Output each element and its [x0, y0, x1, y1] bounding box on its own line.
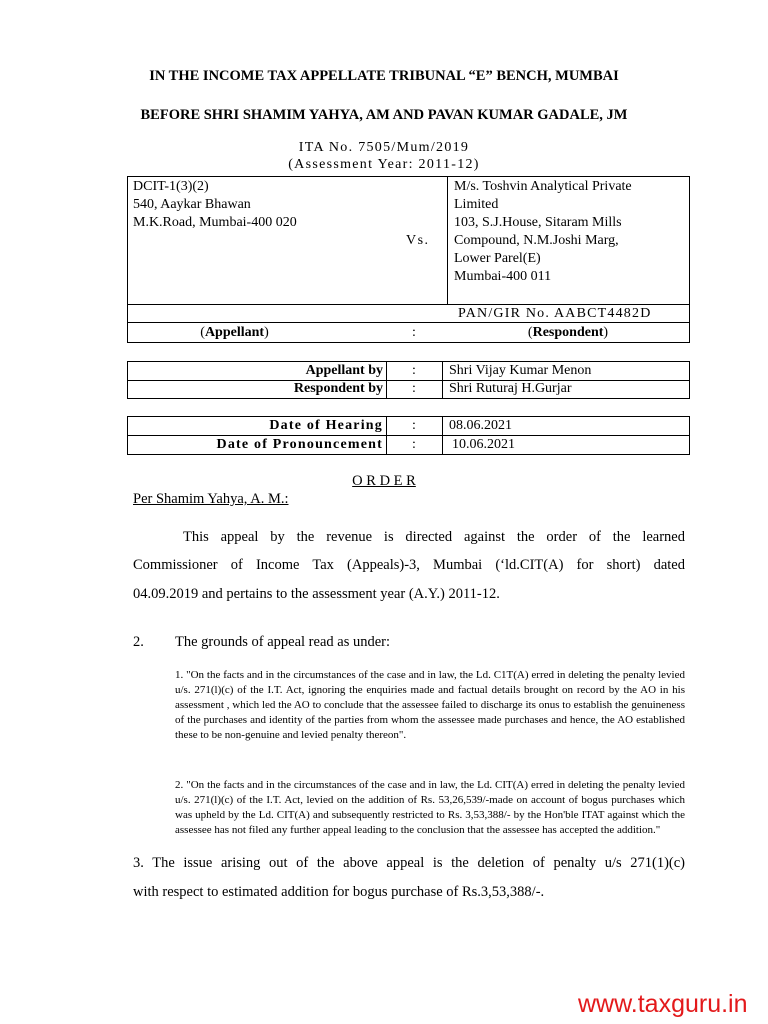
respondent-address-line: Compound, N.M.Joshi Marg, [454, 233, 619, 248]
author-line: Per Shamim Yahya, A. M.: [133, 491, 289, 507]
appellant-name: DCIT-1(3)(2) [133, 179, 209, 194]
ground-of-appeal-2: 2. "On the facts and in the circumstances of the case and in law, the Ld. CIT(A) erred in deleting the penalty levied u/s. 271(l)(c) of the I.T. Act, levied on the addition of Rs. 53,26,539/-made on account of bogus purchases which was upheld by the Ld. CIT(A) and subsequently restricted to Rs. 3,53,388/- by the Hon'ble ITAT against which the assessee has not filed any further appeal leading to the conclusion that the assessee has accepted the addition." [175, 779, 685, 836]
respondent-role: (Respondent) [527, 325, 609, 340]
paragraph-3-line: 3. The issue arising out of the above appeal is the deletion of penalty u/s 271(1)(c) [133, 855, 685, 871]
tribunal-heading: IN THE INCOME TAX APPELLATE TRIBUNAL “E” BENCH, MUMBAI [149, 68, 619, 84]
hearing-date-colon: : [412, 418, 416, 433]
paragraph-line: Commissioner of Income Tax (Appeals)-3, Mumbai (‘ld.CIT(A) for short) dated [133, 557, 685, 573]
pronouncement-date-value: 10.06.2021 [452, 437, 515, 452]
bench-heading: BEFORE SHRI SHAMIM YAHYA, AM AND PAVAN KUMAR GADALE, JM [140, 107, 628, 123]
respondent-address-line: 103, S.J.House, Sitaram Mills [454, 215, 622, 230]
hearing-date-label: Date of Hearing [269, 418, 383, 433]
appellant-address-line: M.K.Road, Mumbai-400 020 [133, 215, 297, 230]
respondent-by-label: Respondent by [293, 381, 383, 396]
paragraph-line: This appeal by the revenue is directed against the order of the learned [183, 529, 685, 545]
paragraph-line: 04.09.2019 and pertains to the assessment year (A.Y.) 2011-12. [133, 586, 500, 602]
watermark-logo: www.taxguru.in [578, 990, 748, 1018]
appellant-by-value: Shri Vijay Kumar Menon [449, 363, 592, 378]
paragraph-2-number: 2. [133, 634, 144, 650]
appellant-by-colon: : [412, 363, 416, 378]
paragraph-3-line: with respect to estimated addition for bogus purchase of Rs.3,53,388/-. [133, 884, 545, 900]
paragraph-2-text: The grounds of appeal read as under: [175, 634, 391, 650]
appellant-by-label: Appellant by [305, 363, 383, 378]
respondent-by-colon: : [412, 381, 416, 396]
respondent-address-line: Mumbai-400 011 [454, 269, 552, 284]
respondent-by-value: Shri Ruturaj H.Gurjar [449, 381, 572, 396]
versus-label: Vs. [406, 233, 430, 248]
pronouncement-date-label: Date of Pronouncement [216, 437, 383, 452]
ground-of-appeal-1: 1. "On the facts and in the circumstances of the case and in law, the Ld. C1T(A) erred in deleting the penalty levied u/s. 271(l)(c) of the I.T. Act, ignoring the enquiries made and factual details brought on record by the AO in his assessment , which led the AO to conclude that the assessee failed to discharge its onus to establish the genuineness of the purchases and identity of the parties from whom the assessee made purchases and hence, the AO established these to be non-genuine and levied penalty thereon". [175, 669, 685, 741]
pan-number: PAN/GIR No. AABCT4482D [458, 306, 652, 321]
respondent-name-line: Limited [454, 197, 499, 212]
respondent-address-line: Lower Parel(E) [454, 251, 541, 266]
hearing-date-value: 08.06.2021 [449, 418, 512, 433]
assessment-year: (Assessment Year: 2011-12) [288, 157, 480, 172]
respondent-name: M/s. Toshvin Analytical Private [454, 179, 632, 194]
role-colon: : [412, 325, 416, 340]
appellant-address-line: 540, Aaykar Bhawan [133, 197, 251, 212]
pronouncement-date-colon: : [412, 437, 416, 452]
ita-number: ITA No. 7505/Mum/2019 [298, 140, 470, 155]
appellant-role: (Appellant) [200, 325, 269, 340]
order-title: O R D E R [352, 473, 416, 489]
